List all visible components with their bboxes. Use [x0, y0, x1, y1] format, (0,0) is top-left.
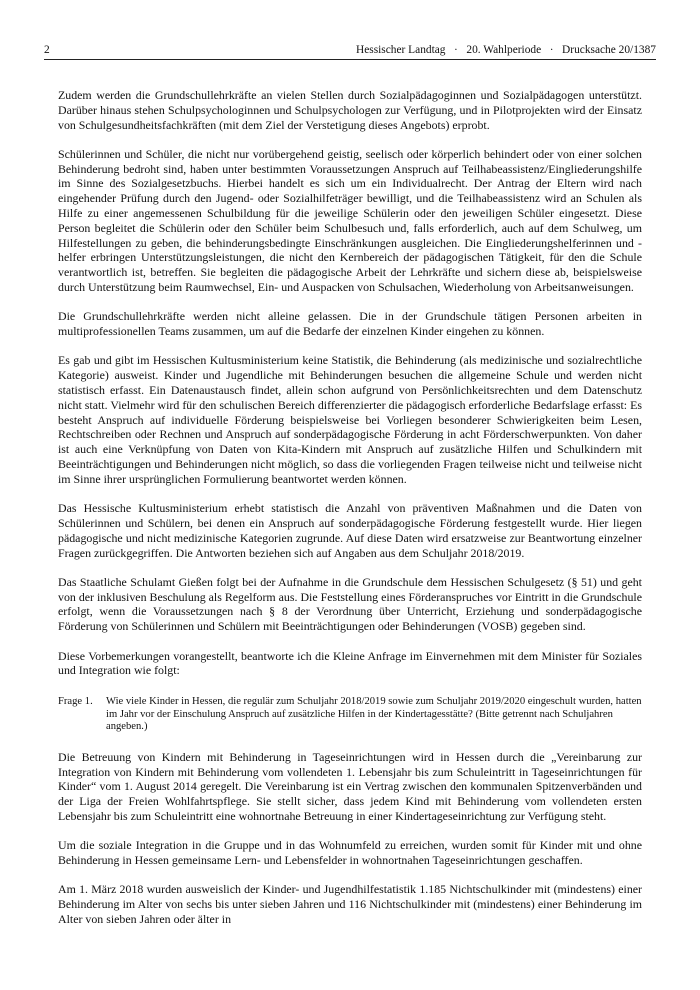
paragraph: Das Hessische Kultusministerium erhebt statistisch die Anzahl von präventiven Maßnahmen und die Daten von Schülerinnen und Schülern, bei denen ein Anspruch auf sonderpädagogische Förderung festgestellt wurde. Hier liegen pädagogische und nicht medizinische Kategorien zugrunde. Auf diese Daten wird ersatzweise zur Beantwortung einzelner Fragen zurückgegriffen. Die Antworten beziehen sich auf Angaben aus dem Schuljahr 2018/2019. [58, 501, 642, 560]
paragraph: Zudem werden die Grundschullehrkräfte an vielen Stellen durch Sozialpädagoginnen und Sozialpädagogen unterstützt. Darüber hinaus stehen Schulpsychologinnen und Schulpsychologen zur Verfügung, und in Pilotprojekten wird der Einsatz von Schulgesundheitsfachkräften (mit dem Ziel der Verstetigung dieses Angebots) erprobt. [58, 88, 642, 132]
page-header [44, 42, 656, 58]
question-label: Frage 1. [58, 696, 93, 708]
header-rule [44, 59, 656, 60]
paragraph: Die Grundschullehrkräfte werden nicht alleine gelassen. Die in der Grundschule tätigen Personen arbeiten in multiprofessionellen Teams zusammen, um auf die Bedarfe der einzelnen Kinder eingehen zu können. [58, 309, 642, 339]
running-head: Hessischer Landtag · 20. Wahlperiode · Drucksache 20/1387 [355, 44, 656, 56]
paragraph: Es gab und gibt im Hessischen Kultusministerium keine Statistik, die Behinderung (als medizinische und sozialrechtliche Kategorie) ausweist. Kinder und Jugendliche mit Behinderungen besuchen die allgemeine Schule und werden nicht statistisch erfasst. Ein Datenaustausch findet, allein schon aufgrund von Persönlichkeitsrechten und dem Datenschutz nicht statt. Vielmehr wird für den schulischen Bereich differenzierter die pädagogisch erforderliche Bedarfslage erfasst: Es besteht Anspruch auf individuelle Förderung beispielsweise bei Vorliegen besonderer Schwierigkeiten beim Lesen, Rechtschreiben oder Rechnen und Anspruch auf sonderpädagogische Förderung in acht Förderschwerpunkten. Von daher ist auch eine Verknüpfung von Daten von Kita-Kindern mit Anspruch auf zusätzliche Hilfen und Schulkindern mit Beeinträchtigungen und Behinderungen nicht möglich, so dass die vorliegenden Fragen teilweise nicht und teilweise nicht im Sinne ihrer ursprünglichen Formulierung beantwortet werden können. [58, 353, 642, 486]
question-text: Wie viele Kinder in Hessen, die regulär zum Schuljahr 2018/2019 sowie zum Schuljahr 2019/2020 eingeschult wurden, hatten im Jahr vor der Einschulung Anspruch auf zusätzliche Hilfen in der Kindertagesstätte? (Bitte getrennt nach Schuljahren angeben.) [106, 696, 642, 733]
question-block [58, 696, 642, 734]
answer-paragraph: Die Betreuung von Kindern mit Behinderung in Tageseinrichtungen wird in Hessen durch die „Vereinbarung zur Integration von Kindern mit Behinderung vom vollendeten 1. Lebensjahr bis zum Schuleintritt in Tageseinrichtungen für Kinder“ vom 1. August 2014 geregelt. Die Vereinbarung ist ein Vertrag zwischen den kommunalen Spitzenverbänden und der Liga der Freien Wohlfahrtspflege. Sie stellt sicher, dass jedem Kind mit Behinderung vom vollendeten ersten Lebensjahr bis zum Schuleintritt eine wohnortnahe Betreuung in einer Kindertageseinrichtung zur Verfügung steht. [58, 749, 642, 824]
page-number: 2 [44, 44, 50, 56]
answer-paragraph: Um die soziale Integration in die Gruppe und in das Wohnumfeld zu erreichen, wurden somit für Kinder mit und ohne Behinderung in Hessen gemeinsame Lern- und Lebensfelder in wohnortnahen Tageseinrichtungen geschaffen. [58, 838, 642, 868]
paragraph: Schülerinnen und Schüler, die nicht nur vorübergehend geistig, seelisch oder körperlich behindert oder von einer solchen Behinderung bedroht sind, haben unter bestimmten Voraussetzungen Anspruch auf Teilhabeassistenz/Eingliederungshilfe im Sinne des Sozialgesetzbuchs. Hierbei handelt es sich um ein Individualrecht. Der Antrag der Eltern wird nach eingehender Prüfung durch den Jugend- oder Sozialhilfeträger bewilligt, und die Teilhabeassistenz wird an Schulen als Hilfe zu einer angemessenen Schulbildung für die jeweilige Schülerin oder den jeweiligen Schüler eingesetzt. Diese Person begleitet die Schülerin oder den Schüler beim Schulbesuch und, falls erforderlich, auch auf dem Schulweg, um Hilfestellungen zu geben, die behinderungsbedingte Einschränkungen ausgleichen. Die Eingliederungshelferinnen und -helfer erbringen Unterstützungsleistungen, die nicht den Kernbereich der pädagogischen Tätigkeit, für den die Schule verantwortlich ist, betreffen. Sie begleiten die pädagogische Arbeit der Lehrkräfte und sichern diese ab, beispielsweise durch Unterstützung beim Raumwechsel, Ein- und Auspacken von Schulsachen, Wiederholung von Arbeitsanweisungen. [58, 146, 642, 295]
document-body [58, 88, 642, 941]
paragraph: Diese Vorbemerkungen vorangestellt, beantworte ich die Kleine Anfrage im Einvernehmen mit dem Minister für Soziales und Integration wie folgt: [58, 648, 642, 678]
answer-paragraph: Am 1. März 2018 wurden ausweislich der Kinder- und Jugendhilfestatistik 1.185 Nichtschulkinder mit (mindestens) einer Behinderung im Alter von sechs bis unter sieben Jahren und 116 Nichtschulkinder mit (mindestens) einer Behinderung im Alter von sieben Jahren oder älter in [58, 882, 642, 927]
paragraph: Das Staatliche Schulamt Gießen folgt bei der Aufnahme in die Grundschule dem Hessischen Schulgesetz (§ 51) und geht von der inklusiven Beschulung als Regelform aus. Die Feststellung eines Förderanspruches vor Eintritt in die Grundschule erfolgt, wenn die Voraussetzungen nach § 8 der Verordnung über Unterricht, Erziehung und sonderpädagogische Förderung von Schülerinnen und Schülern mit Beeinträchtigungen oder Behinderungen (VOSB) gegeben sind. [58, 574, 642, 634]
